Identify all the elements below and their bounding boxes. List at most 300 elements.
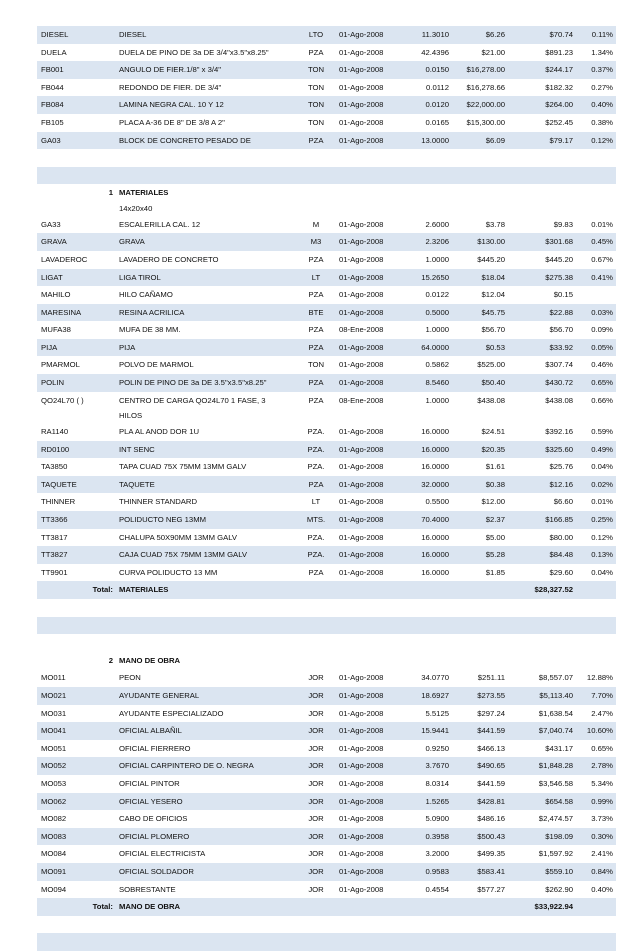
- item-code: MO083: [41, 831, 67, 841]
- item-code: TA3850: [41, 462, 68, 472]
- item-unit: PZA: [308, 325, 324, 335]
- item-unit-price: $15,300.00: [466, 117, 505, 127]
- item-code: MO062: [41, 796, 67, 806]
- section-subline: 14x20x40: [119, 203, 153, 213]
- item-amount: $3,546.58: [538, 778, 573, 788]
- item-date: 01-Ago-2008: [339, 272, 384, 282]
- item-date: 01-Ago-2008: [339, 831, 384, 841]
- item-amount: $301.68: [545, 237, 573, 247]
- item-percent: 0.65%: [591, 743, 613, 753]
- table-row: [37, 269, 616, 287]
- item-unit: PZA: [308, 47, 324, 57]
- item-percent: 0.49%: [591, 444, 613, 454]
- table-row: [37, 26, 616, 44]
- table-row: [37, 233, 616, 251]
- item-unit-price: $1.61: [485, 462, 505, 472]
- item-date: 01-Ago-2008: [339, 497, 384, 507]
- item-code: TT3827: [41, 550, 68, 560]
- item-percent: 0.40%: [591, 100, 613, 110]
- rows-group-a: [37, 26, 616, 149]
- item-unit: TON: [307, 100, 325, 110]
- item-quantity: 18.6927: [421, 690, 449, 700]
- item-code: MO052: [41, 761, 67, 771]
- item-date: 01-Ago-2008: [339, 100, 384, 110]
- total-name: MATERIALES: [119, 585, 169, 595]
- item-percent: 7.70%: [591, 690, 613, 700]
- item-percent: 1.34%: [591, 47, 613, 57]
- item-amount: $654.58: [545, 796, 573, 806]
- item-quantity: 11.3010: [421, 30, 449, 39]
- item-amount: $29.60: [549, 567, 573, 577]
- table-row: [37, 458, 616, 476]
- item-unit-price: $20.35: [481, 444, 505, 454]
- item-description: AYUDANTE GENERAL: [119, 690, 200, 700]
- table-row: [37, 44, 616, 62]
- item-code: GA33: [41, 219, 61, 229]
- item-date: 01-Ago-2008: [339, 254, 384, 264]
- item-percent: 0.01%: [591, 497, 613, 507]
- spacer-row: [37, 167, 616, 185]
- table-row: [37, 96, 616, 114]
- section-title: MANO DE OBRA: [119, 655, 181, 665]
- item-quantity: 1.0000: [425, 395, 449, 405]
- table-row: [37, 687, 616, 705]
- item-date: 01-Ago-2008: [339, 814, 384, 824]
- item-date: 08-Ene-2008: [339, 325, 384, 335]
- item-description: CURVA POLIDUCTO 13 MM: [119, 567, 218, 577]
- table-row: [37, 845, 616, 863]
- item-quantity: 0.0122: [425, 290, 449, 300]
- item-date: 01-Ago-2008: [339, 796, 384, 806]
- item-amount: $262.90: [545, 884, 573, 894]
- item-date: 01-Ago-2008: [339, 708, 384, 718]
- item-quantity: 2.6000: [425, 219, 449, 229]
- table-row: [37, 441, 616, 459]
- spacer-row: [37, 916, 616, 934]
- item-description: LAVADERO DE CONCRETO: [119, 254, 219, 264]
- item-date: 01-Ago-2008: [339, 342, 384, 352]
- item-date: 01-Ago-2008: [339, 690, 384, 700]
- item-amount: $252.45: [545, 117, 573, 127]
- item-date: 01-Ago-2008: [339, 479, 384, 489]
- item-amount: $25.76: [549, 462, 573, 472]
- item-amount: $70.74: [549, 30, 573, 39]
- item-unit-price: $2.37: [485, 515, 505, 525]
- item-description: MUFA DE 38 MM.: [119, 325, 181, 335]
- rows-group-d: [37, 669, 616, 898]
- item-percent: 2.47%: [591, 708, 613, 718]
- item-unit-price: $5.00: [485, 532, 505, 542]
- item-percent: 3.73%: [591, 814, 613, 824]
- item-date: 01-Ago-2008: [339, 515, 384, 525]
- table-row: [37, 793, 616, 811]
- item-percent: 0.65%: [591, 378, 613, 388]
- item-unit: JOR: [308, 743, 324, 753]
- item-unit-price: $499.35: [477, 849, 505, 859]
- table-row: [37, 476, 616, 494]
- item-quantity: 1.5265: [425, 796, 449, 806]
- item-quantity: 16.0000: [421, 567, 449, 577]
- item-percent: 0.02%: [591, 479, 613, 489]
- item-quantity: 3.7670: [425, 761, 449, 771]
- item-amount: $80.00: [549, 532, 573, 542]
- table-row: [37, 669, 616, 687]
- item-quantity: 8.5460: [425, 378, 449, 388]
- item-code: POLIN: [41, 378, 65, 388]
- item-code: DUELA: [41, 47, 67, 57]
- item-description: LAMINA NEGRA CAL. 10 Y 12: [119, 100, 224, 110]
- item-unit-price: $24.51: [481, 427, 505, 437]
- item-unit-price: $18.04: [481, 272, 505, 282]
- table-row: [37, 810, 616, 828]
- item-quantity: 2.3206: [425, 237, 449, 247]
- item-percent: 0.45%: [591, 237, 613, 247]
- item-amount: $12.16: [549, 479, 573, 489]
- item-code: MO051: [41, 743, 67, 753]
- item-unit-price: $22,000.00: [466, 100, 505, 110]
- table-row: [37, 828, 616, 846]
- item-percent: 0.46%: [591, 360, 613, 370]
- item-unit: JOR: [308, 884, 324, 894]
- item-unit: JOR: [308, 726, 324, 736]
- item-description: BLOCK DE CONCRETO PESADO DE: [119, 135, 251, 145]
- item-quantity: 8.0314: [425, 778, 449, 788]
- item-date: 01-Ago-2008: [339, 550, 384, 560]
- table-row: [37, 511, 616, 529]
- item-quantity: 1.0000: [425, 325, 449, 335]
- item-unit: TON: [307, 65, 325, 75]
- item-code: THINNER: [41, 497, 76, 507]
- item-unit-price: $438.08: [477, 395, 505, 405]
- rows-group-b: [37, 216, 616, 410]
- item-quantity: 0.0165: [425, 117, 449, 127]
- item-code: TT3366: [41, 515, 68, 525]
- item-date: 01-Ago-2008: [339, 237, 384, 247]
- item-unit: LT: [311, 497, 321, 507]
- total-amount: $33,922.94: [534, 902, 573, 912]
- item-amount: $166.85: [545, 515, 573, 525]
- table-row: [37, 423, 616, 441]
- item-quantity: 0.0112: [426, 82, 449, 92]
- item-amount: $431.17: [545, 743, 573, 753]
- section-subline-row: [37, 202, 616, 216]
- item-description: CHALUPA 50X90MM 13MM GALV: [119, 532, 238, 542]
- item-quantity: 64.0000: [421, 342, 449, 352]
- item-unit-price: $466.13: [477, 743, 505, 753]
- item-percent: 0.01%: [591, 219, 613, 229]
- item-amount: $79.17: [549, 135, 573, 145]
- item-description: HILO CAÑAMO: [119, 290, 173, 300]
- item-amount: $6.60: [553, 497, 573, 507]
- item-quantity: 32.0000: [421, 479, 449, 489]
- item-description: OFICIAL FIERRERO: [119, 743, 191, 753]
- total-label: Total:: [92, 585, 113, 595]
- item-date: 01-Ago-2008: [339, 532, 384, 542]
- item-percent: 0.66%: [591, 395, 613, 405]
- item-unit-price: $486.16: [477, 814, 505, 824]
- spacer-row: [37, 617, 616, 635]
- item-unit-price: $130.00: [477, 237, 505, 247]
- table-row: [37, 392, 616, 410]
- item-amount: $1,638.54: [538, 708, 573, 718]
- item-unit: JOR: [308, 708, 324, 718]
- item-percent: 0.11%: [591, 30, 613, 39]
- item-code: PMARMOL: [41, 360, 80, 370]
- item-unit-price: $583.41: [477, 866, 505, 876]
- item-unit-price: $428.81: [477, 796, 505, 806]
- item-percent: 0.05%: [591, 342, 613, 352]
- item-amount: $22.88: [549, 307, 573, 317]
- spacer-row: [37, 634, 616, 652]
- item-date: 01-Ago-2008: [339, 884, 384, 894]
- item-percent: 2.41%: [591, 849, 613, 859]
- item-unit-price: $12.04: [481, 290, 505, 300]
- item-description: OFICIAL SOLDADOR: [119, 866, 194, 876]
- item-unit-price: $56.70: [481, 325, 505, 335]
- item-quantity: 0.3958: [425, 831, 449, 841]
- item-code: MO053: [41, 778, 67, 788]
- item-percent: 0.12%: [591, 135, 613, 145]
- item-unit-price: $297.24: [477, 708, 505, 718]
- continuation-row: [37, 409, 616, 423]
- item-description: RESINA ACRILICA: [119, 307, 185, 317]
- item-unit: PZA.: [307, 444, 325, 454]
- item-quantity: 0.0120: [425, 100, 449, 110]
- item-code: FB001: [41, 65, 64, 75]
- item-description: DIESEL: [119, 30, 147, 39]
- item-code: MO031: [41, 708, 67, 718]
- item-description: OFICIAL YESERO: [119, 796, 183, 806]
- item-date: 08-Ene-2008: [339, 395, 384, 405]
- item-percent: 0.30%: [591, 831, 613, 841]
- item-amount: $438.08: [545, 395, 573, 405]
- item-quantity: 34.0770: [421, 673, 449, 683]
- item-date: 01-Ago-2008: [339, 30, 384, 39]
- item-amount: $198.09: [545, 831, 573, 841]
- item-percent: 0.99%: [591, 796, 613, 806]
- item-date: 01-Ago-2008: [339, 219, 384, 229]
- table-row: [37, 722, 616, 740]
- item-quantity: 0.5862: [425, 360, 449, 370]
- item-date: 01-Ago-2008: [339, 117, 384, 127]
- item-date: 01-Ago-2008: [339, 82, 384, 92]
- item-quantity: 70.4000: [421, 515, 449, 525]
- item-description: PEON: [119, 673, 141, 683]
- item-date: 01-Ago-2008: [339, 673, 384, 683]
- table-row: [37, 546, 616, 564]
- item-description: OFICIAL CARPINTERO DE O. NEGRA: [119, 761, 254, 771]
- item-amount: $307.74: [545, 360, 573, 370]
- item-code: LIGAT: [41, 272, 63, 282]
- item-percent: 2.78%: [591, 761, 613, 771]
- spacer-row: [37, 599, 616, 617]
- item-quantity: 0.5500: [425, 497, 449, 507]
- item-unit: JOR: [308, 814, 324, 824]
- item-date: 01-Ago-2008: [339, 307, 384, 317]
- spacer-row: [37, 933, 616, 951]
- item-date: 01-Ago-2008: [339, 761, 384, 771]
- item-code: MUFA38: [41, 325, 71, 335]
- item-code: QO24L70 ( ): [41, 395, 84, 405]
- item-unit: JOR: [308, 866, 324, 876]
- item-description: CABO DE OFICIOS: [119, 814, 188, 824]
- item-quantity: 13.0000: [421, 135, 449, 145]
- item-percent: 5.34%: [591, 778, 613, 788]
- item-date: 01-Ago-2008: [339, 135, 384, 145]
- item-unit: PZA: [308, 567, 324, 577]
- item-unit-price: $273.55: [477, 690, 505, 700]
- spacer-row: [37, 149, 616, 167]
- item-quantity: 3.2000: [425, 849, 449, 859]
- table-row: [37, 757, 616, 775]
- item-unit-price: $12.00: [481, 497, 505, 507]
- item-amount: $5,113.40: [539, 690, 573, 700]
- cost-breakdown-sheet: [37, 26, 616, 951]
- item-quantity: 16.0000: [421, 532, 449, 542]
- item-description: REDONDO DE FIER. DE 3/4": [119, 82, 222, 92]
- item-quantity: 16.0000: [421, 427, 449, 437]
- item-percent: 0.37%: [591, 65, 613, 75]
- item-description: ANGULO DE FIER.1/8" x 3/4": [119, 65, 222, 75]
- item-unit-price: $441.59: [477, 726, 505, 736]
- item-unit: JOR: [308, 673, 324, 683]
- item-code: TT9901: [41, 567, 68, 577]
- item-percent: 12.88%: [586, 673, 613, 683]
- item-quantity: 0.5000: [425, 307, 449, 317]
- table-row: [37, 493, 616, 511]
- item-amount: $2,474.57: [538, 814, 573, 824]
- item-unit: PZA.: [307, 550, 325, 560]
- item-amount: $1,597.92: [538, 849, 573, 859]
- item-unit: M: [312, 219, 320, 229]
- table-row: [37, 356, 616, 374]
- table-row: [37, 61, 616, 79]
- item-quantity: 5.5125: [425, 708, 449, 718]
- item-description: OFICIAL PLOMERO: [119, 831, 190, 841]
- item-unit-price: $1.85: [485, 567, 505, 577]
- section-title: MATERIALES: [119, 188, 169, 198]
- item-date: 01-Ago-2008: [339, 726, 384, 736]
- item-description: ESCALERILLA CAL. 12: [119, 219, 201, 229]
- total-row: [37, 581, 616, 599]
- item-unit-price: $525.00: [477, 360, 505, 370]
- item-unit-price: $0.38: [485, 479, 505, 489]
- item-date: 01-Ago-2008: [339, 427, 384, 437]
- item-description: POLIDUCTO NEG 13MM: [119, 515, 206, 525]
- item-amount: $445.20: [545, 254, 573, 264]
- item-unit-price: $445.20: [477, 254, 505, 264]
- table-row: [37, 79, 616, 97]
- item-amount: $264.00: [545, 100, 573, 110]
- item-amount: $1,848.28: [538, 761, 573, 771]
- item-unit-price: $5.28: [485, 550, 505, 560]
- item-description: POLVO DE MARMOL: [119, 360, 194, 370]
- item-unit: M3: [310, 237, 322, 247]
- item-amount: $33.92: [549, 342, 573, 352]
- item-percent: 0.04%: [591, 462, 613, 472]
- item-unit-price: $0.53: [485, 342, 505, 352]
- item-quantity: 42.4396: [421, 47, 449, 57]
- item-unit: PZA: [308, 342, 324, 352]
- item-amount: $430.72: [545, 378, 573, 388]
- item-code: GRAVA: [41, 237, 67, 247]
- table-row: [37, 705, 616, 723]
- item-date: 01-Ago-2008: [339, 567, 384, 577]
- item-quantity: 0.9250: [425, 743, 449, 753]
- table-row: [37, 321, 616, 339]
- item-quantity: 1.0000: [425, 254, 449, 264]
- item-code: MAHILO: [41, 290, 71, 300]
- section-number: 2: [108, 655, 113, 665]
- table-row: [37, 114, 616, 132]
- item-date: 01-Ago-2008: [339, 290, 384, 300]
- item-date: 01-Ago-2008: [339, 360, 384, 370]
- item-description: CAJA CUAD 75X 75MM 13MM GALV: [119, 550, 248, 560]
- item-description: INT SENC: [119, 444, 155, 454]
- item-description: LIGA TIROL: [119, 272, 161, 282]
- item-unit: PZA: [308, 395, 324, 405]
- item-code: MARESINA: [41, 307, 82, 317]
- item-description: TAQUETE: [119, 479, 155, 489]
- item-description: PLACA A-36 DE 8" DE 3/8 A 2": [119, 117, 225, 127]
- item-description: THINNER STANDARD: [119, 497, 198, 507]
- item-amount: $275.38: [545, 272, 573, 282]
- item-amount: $7,040.74: [538, 726, 573, 736]
- item-percent: 0.27%: [591, 82, 613, 92]
- item-percent: 10.60%: [586, 726, 613, 736]
- item-code: RA1140: [41, 427, 69, 437]
- item-unit-price: $45.75: [481, 307, 505, 317]
- item-unit: PZA.: [307, 532, 325, 542]
- item-code: MO091: [41, 866, 67, 876]
- table-row: [37, 529, 616, 547]
- item-description: CENTRO DE CARGA QO24L70 1 FASE, 3: [119, 395, 266, 405]
- item-unit-price: $251.11: [477, 673, 505, 683]
- item-code: TT3817: [41, 532, 68, 542]
- item-unit: JOR: [308, 690, 324, 700]
- item-date: 01-Ago-2008: [339, 462, 384, 472]
- table-row: [37, 251, 616, 269]
- item-percent: 0.04%: [591, 567, 613, 577]
- item-quantity: 0.9583: [425, 866, 449, 876]
- item-amount: $8,557.07: [538, 673, 573, 683]
- item-description: PIJA: [119, 342, 136, 352]
- item-unit: PZA.: [307, 427, 325, 437]
- item-quantity: 16.0000: [421, 550, 449, 560]
- item-code: FB105: [41, 117, 64, 127]
- item-code: FB084: [41, 100, 64, 110]
- item-code: FB044: [41, 82, 64, 92]
- item-quantity: 16.0000: [421, 462, 449, 472]
- item-unit: PZA: [308, 479, 324, 489]
- item-unit-price: $500.43: [477, 831, 505, 841]
- item-amount: $9.83: [553, 219, 573, 229]
- table-row: [37, 775, 616, 793]
- item-unit: PZA.: [307, 462, 325, 472]
- item-code: MO094: [41, 884, 67, 894]
- item-code: MO082: [41, 814, 67, 824]
- total-name: MANO DE OBRA: [119, 902, 181, 912]
- table-row: [37, 216, 616, 234]
- item-unit-price: $6.26: [485, 30, 505, 39]
- table-row: [37, 881, 616, 899]
- item-percent: 0.84%: [591, 866, 613, 876]
- item-amount: $891.23: [545, 47, 573, 57]
- total-amount: $28,327.52: [534, 585, 573, 595]
- item-amount: $392.16: [545, 427, 573, 437]
- item-code: PIJA: [41, 342, 58, 352]
- rows-group-c: [37, 423, 616, 581]
